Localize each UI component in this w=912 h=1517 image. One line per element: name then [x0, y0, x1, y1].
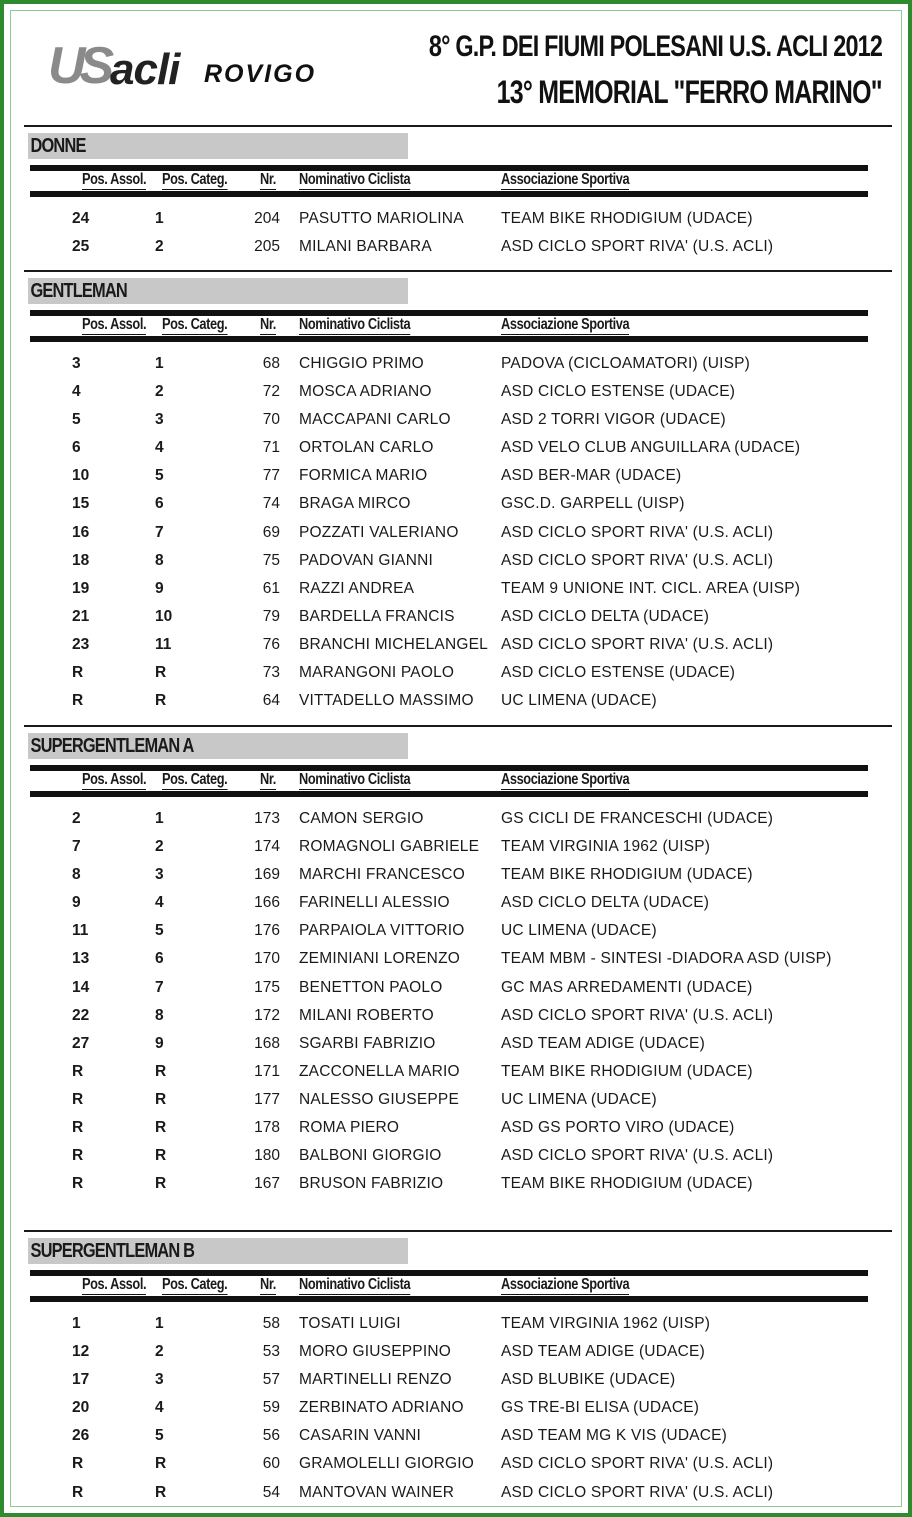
cell-association: GC MAS ARREDAMENTI (UDACE): [501, 978, 753, 996]
cell-nr: 73: [262, 664, 280, 682]
cell-association: ASD TEAM ADIGE (UDACE): [501, 1343, 705, 1361]
results-table: [0, 205, 912, 261]
col-header-pos-categ-text: Pos. Categ.: [162, 316, 228, 333]
col-header-pos-assol: [82, 169, 162, 191]
cell-rider-name: ORTOLAN CARLO: [299, 439, 434, 457]
cell-pos-assol: 21: [72, 607, 90, 625]
col-header-nominativo: [299, 769, 438, 791]
cell-association: ASD 2 TORRI VIGOR (UDACE): [501, 411, 726, 429]
col-header-pos-categ: [162, 1274, 244, 1296]
table-row: [0, 406, 912, 434]
table-row: [0, 575, 912, 603]
cell-pos-categ: 6: [155, 495, 164, 513]
cell-pos-assol: 2: [72, 810, 81, 827]
col-header-associazione: [501, 169, 661, 191]
col-header-pos-categ: [162, 169, 244, 191]
cell-pos-assol: 23: [72, 635, 90, 653]
results-table: [0, 805, 912, 1198]
cell-rider-name: VITTADELLO MASSIMO: [299, 692, 474, 710]
cell-association: ASD CICLO SPORT RIVA' (U.S. ACLI): [501, 551, 774, 569]
cell-pos-categ: 5: [155, 1427, 164, 1445]
table-row: [0, 1422, 912, 1450]
cell-association: ASD CICLO SPORT RIVA' (U.S. ACLI): [501, 238, 774, 256]
cell-pos-assol: 17: [72, 1371, 90, 1389]
event-subtitle: 13° MEMORIAL "FERRO MARINO": [496, 74, 882, 110]
category-title-text: GENTLEMAN: [30, 280, 127, 302]
col-header-pos-categ-text: Pos. Categ.: [162, 171, 228, 188]
cell-rider-name: RAZZI ANDREA: [299, 579, 415, 597]
cell-association: PADOVA (CICLOAMATORI) (UISP): [501, 355, 751, 372]
table-row: [0, 1002, 912, 1030]
table-row: [0, 1086, 912, 1114]
cell-nr: 168: [254, 1034, 280, 1052]
cell-pos-categ: R: [155, 1147, 167, 1165]
table-row: [0, 547, 912, 575]
table-row: [0, 1114, 912, 1142]
table-row: [0, 1310, 912, 1338]
cell-pos-categ: 6: [155, 950, 164, 968]
cell-rider-name: CASARIN VANNI: [299, 1427, 422, 1445]
cell-pos-categ: 7: [155, 523, 164, 541]
cell-nr: 176: [254, 922, 280, 940]
col-header-associazione: [501, 1274, 661, 1296]
cell-nr: 171: [254, 1062, 280, 1080]
cell-association: ASD TEAM ADIGE (UDACE): [501, 1034, 705, 1052]
cell-nr: 180: [254, 1147, 280, 1165]
cell-nr: 57: [262, 1371, 280, 1389]
cell-pos-assol: 25: [72, 238, 90, 256]
cell-pos-categ: 10: [155, 607, 173, 625]
results-table: [0, 350, 912, 715]
cell-nr: 172: [254, 1006, 280, 1024]
cell-association: ASD CICLO SPORT RIVA' (U.S. ACLI): [501, 1483, 774, 1501]
cell-nr: 166: [254, 894, 280, 912]
cell-pos-assol: 8: [72, 866, 81, 884]
cell-rider-name: ZERBINATO ADRIANO: [299, 1399, 464, 1417]
cell-rider-name: ROMA PIERO: [299, 1119, 400, 1137]
col-header-nr: [260, 769, 280, 791]
cell-pos-categ: 1: [155, 810, 164, 827]
cell-pos-assol: R: [72, 1147, 84, 1165]
col-header-associazione-text: Associazione Sportiva: [501, 1276, 630, 1293]
cell-pos-assol: 20: [72, 1399, 90, 1417]
cell-association: UC LIMENA (UDACE): [501, 922, 657, 940]
col-header-nr-text: Nr.: [260, 1276, 276, 1293]
cell-pos-categ: R: [155, 1483, 167, 1501]
cell-rider-name: MARCHI FRANCESCO: [299, 866, 465, 884]
cell-association: TEAM VIRGINIA 1962 (UISP): [501, 838, 711, 856]
col-header-nominativo: [299, 169, 438, 191]
table-row: [0, 1366, 912, 1394]
cell-pos-categ: 9: [155, 579, 164, 597]
cell-association: GSC.D. GARPELL (UISP): [501, 495, 685, 513]
col-header-associazione-text: Associazione Sportiva: [501, 316, 630, 333]
cell-pos-categ: 3: [155, 1371, 164, 1389]
col-header-nominativo-text: Nominativo Ciclista: [299, 771, 411, 788]
logo-us-text: US: [48, 37, 109, 95]
cell-association: ASD CICLO SPORT RIVA' (U.S. ACLI): [501, 635, 774, 653]
category-title-text: SUPERGENTLEMAN A: [30, 735, 194, 757]
col-header-nominativo-text: Nominativo Ciclista: [299, 1276, 411, 1293]
section-divider: [24, 125, 892, 127]
category-title: [28, 278, 408, 304]
cell-nr: 169: [254, 866, 280, 884]
table-row: [0, 1058, 912, 1086]
cell-pos-categ: R: [155, 1090, 167, 1108]
cell-nr: 175: [254, 978, 280, 996]
category-title: [28, 733, 408, 759]
cell-association: TEAM BIKE RHODIGIUM (UDACE): [501, 1175, 753, 1193]
cell-rider-name: ZACCONELLA MARIO: [299, 1062, 460, 1080]
header-rule-bottom: [30, 336, 868, 342]
cell-rider-name: CHIGGIO PRIMO: [299, 355, 424, 372]
cell-pos-assol: R: [72, 1062, 84, 1080]
table-row: [0, 1479, 912, 1507]
cell-rider-name: ROMAGNOLI GABRIELE: [299, 838, 480, 856]
cell-pos-assol: 11: [72, 922, 89, 940]
table-row: [0, 378, 912, 406]
cell-pos-categ: 2: [155, 383, 164, 401]
cell-nr: 72: [262, 383, 280, 401]
cell-association: ASD CICLO DELTA (UDACE): [501, 894, 710, 912]
cell-association: TEAM BIKE RHODIGIUM (UDACE): [501, 210, 753, 227]
table-row: [0, 917, 912, 945]
cell-pos-assol: R: [72, 664, 84, 682]
table-row: [0, 974, 912, 1002]
cell-pos-assol: R: [72, 692, 84, 710]
col-header-associazione: [501, 769, 661, 791]
section-divider: [24, 725, 892, 727]
cell-rider-name: MORO GIUSEPPINO: [299, 1343, 451, 1361]
cell-association: ASD CICLO SPORT RIVA' (U.S. ACLI): [501, 523, 774, 541]
cell-nr: 60: [262, 1455, 280, 1473]
cell-rider-name: BALBONI GIORGIO: [299, 1147, 442, 1165]
col-header-nr: [260, 314, 280, 336]
cell-nr: 58: [262, 1315, 280, 1332]
table-row: [0, 350, 912, 378]
section-divider: [24, 270, 892, 272]
col-header-nominativo-text: Nominativo Ciclista: [299, 171, 411, 188]
cell-pos-assol: R: [72, 1483, 84, 1501]
col-header-pos-assol-text: Pos. Assol.: [82, 771, 147, 788]
cell-pos-categ: 4: [155, 894, 164, 912]
cell-nr: 177: [254, 1090, 280, 1108]
cell-pos-assol: 26: [72, 1427, 90, 1445]
cell-nr: 205: [254, 238, 280, 256]
cell-rider-name: PASUTTO MARIOLINA: [299, 210, 464, 227]
table-row: [0, 945, 912, 973]
category-title-text: SUPERGENTLEMAN B: [30, 1240, 195, 1262]
cell-nr: 178: [254, 1119, 280, 1137]
cell-association: ASD CICLO SPORT RIVA' (U.S. ACLI): [501, 1006, 774, 1024]
cell-pos-assol: 6: [72, 439, 81, 457]
col-header-pos-categ-text: Pos. Categ.: [162, 1276, 228, 1293]
table-row: [0, 1142, 912, 1170]
cell-pos-categ: 1: [155, 355, 164, 372]
cell-nr: 71: [262, 439, 280, 457]
cell-nr: 77: [262, 467, 280, 485]
table-row: [0, 659, 912, 687]
col-header-pos-categ-text: Pos. Categ.: [162, 771, 228, 788]
cell-nr: 69: [262, 523, 280, 541]
col-header-pos-categ: [162, 769, 244, 791]
cell-pos-categ: 2: [155, 1343, 164, 1361]
col-header-nr: [260, 1274, 280, 1296]
cell-pos-assol: 5: [72, 411, 81, 429]
cell-rider-name: PADOVAN GIANNI: [299, 551, 433, 569]
cell-rider-name: BRAGA MIRCO: [299, 495, 411, 513]
cell-nr: 56: [262, 1427, 280, 1445]
cell-association: TEAM VIRGINIA 1962 (UISP): [501, 1315, 711, 1332]
cell-rider-name: PARPAIOLA VITTORIO: [299, 922, 465, 940]
cell-rider-name: SGARBI FABRIZIO: [299, 1034, 436, 1052]
cell-rider-name: BARDELLA FRANCIS: [299, 607, 455, 625]
cell-pos-categ: 3: [155, 866, 164, 884]
cell-pos-assol: 7: [72, 838, 81, 856]
cell-pos-assol: 1: [72, 1315, 81, 1332]
cell-pos-categ: 2: [155, 238, 164, 256]
table-row: [0, 1450, 912, 1478]
col-header-pos-assol-text: Pos. Assol.: [82, 1276, 147, 1293]
cell-pos-categ: 4: [155, 1399, 164, 1417]
cell-rider-name: MOSCA ADRIANO: [299, 383, 432, 401]
cell-pos-categ: 8: [155, 1006, 164, 1024]
cell-pos-assol: 14: [72, 978, 90, 996]
table-row: [0, 462, 912, 490]
col-header-nr-text: Nr.: [260, 771, 276, 788]
section-divider: [24, 1230, 892, 1232]
table-row: [0, 205, 912, 233]
category-title-text: DONNE: [30, 135, 86, 157]
cell-association: ASD CICLO ESTENSE (UDACE): [501, 383, 736, 401]
results-table: [0, 1310, 912, 1507]
cell-rider-name: FARINELLI ALESSIO: [299, 894, 450, 912]
cell-association: UC LIMENA (UDACE): [501, 1090, 657, 1108]
cell-nr: 54: [262, 1483, 280, 1501]
cell-nr: 59: [262, 1399, 280, 1417]
table-row: [0, 1030, 912, 1058]
cell-nr: 75: [262, 551, 280, 569]
cell-pos-categ: 5: [155, 922, 164, 940]
col-header-nr: [260, 169, 280, 191]
cell-nr: 76: [262, 635, 280, 653]
cell-association: GS TRE-BI ELISA (UDACE): [501, 1399, 700, 1417]
cell-association: ASD CICLO ESTENSE (UDACE): [501, 664, 736, 682]
cell-pos-assol: 13: [72, 950, 90, 968]
cell-pos-assol: 12: [72, 1343, 90, 1361]
cell-pos-categ: R: [155, 692, 167, 710]
table-row: [0, 631, 912, 659]
cell-association: ASD VELO CLUB ANGUILLARA (UDACE): [501, 439, 801, 457]
cell-rider-name: BENETTON PAOLO: [299, 978, 443, 996]
cell-nr: 70: [262, 411, 280, 429]
col-header-associazione-text: Associazione Sportiva: [501, 771, 630, 788]
cell-association: TEAM BIKE RHODIGIUM (UDACE): [501, 1062, 753, 1080]
cell-association: ASD BLUBIKE (UDACE): [501, 1371, 676, 1389]
cell-pos-categ: 9: [155, 1034, 164, 1052]
table-row: [0, 1338, 912, 1366]
cell-nr: 167: [254, 1175, 280, 1193]
col-header-pos-categ: [162, 314, 244, 336]
cell-rider-name: POZZATI VALERIANO: [299, 523, 459, 541]
table-row: [0, 687, 912, 715]
cell-rider-name: BRANCHI MICHELANGEL: [299, 635, 488, 653]
cell-pos-assol: 27: [72, 1034, 90, 1052]
cell-rider-name: TOSATI LUIGI: [299, 1315, 401, 1332]
cell-rider-name: CAMON SERGIO: [299, 810, 424, 827]
cell-rider-name: MARANGONI PAOLO: [299, 664, 455, 682]
cell-rider-name: GRAMOLELLI GIORGIO: [299, 1455, 475, 1473]
cell-nr: 68: [262, 355, 280, 372]
cell-rider-name: FORMICA MARIO: [299, 467, 428, 485]
col-header-nominativo: [299, 1274, 438, 1296]
cell-nr: 53: [262, 1343, 280, 1361]
cell-pos-assol: R: [72, 1090, 84, 1108]
header-rule-bottom: [30, 1296, 868, 1302]
cell-pos-assol: 3: [72, 355, 81, 372]
cell-pos-categ: R: [155, 1455, 167, 1473]
col-header-associazione-text: Associazione Sportiva: [501, 171, 630, 188]
cell-rider-name: MARTINELLI RENZO: [299, 1371, 452, 1389]
cell-association: ASD TEAM MG K VIS (UDACE): [501, 1427, 728, 1445]
cell-association: UC LIMENA (UDACE): [501, 692, 657, 710]
cell-rider-name: MILANI ROBERTO: [299, 1006, 434, 1024]
cell-nr: 173: [254, 810, 280, 827]
cell-nr: 61: [262, 579, 280, 597]
cell-pos-categ: 5: [155, 467, 164, 485]
cell-pos-categ: 1: [155, 210, 164, 227]
cell-pos-assol: R: [72, 1455, 84, 1473]
col-header-pos-assol-text: Pos. Assol.: [82, 316, 147, 333]
cell-pos-assol: 9: [72, 894, 81, 912]
category-title: [28, 133, 408, 159]
table-row: [0, 833, 912, 861]
cell-rider-name: ZEMINIANI LORENZO: [299, 950, 460, 968]
cell-pos-categ: R: [155, 1175, 167, 1193]
col-header-associazione: [501, 314, 661, 336]
table-row: [0, 603, 912, 631]
cell-nr: 74: [262, 495, 280, 513]
table-row: [0, 233, 912, 261]
cell-association: ASD CICLO SPORT RIVA' (U.S. ACLI): [501, 1147, 774, 1165]
cell-rider-name: NALESSO GIUSEPPE: [299, 1090, 459, 1108]
cell-pos-categ: R: [155, 664, 167, 682]
cell-pos-categ: 11: [155, 635, 172, 653]
cell-pos-assol: R: [72, 1119, 84, 1137]
cell-rider-name: MACCAPANI CARLO: [299, 411, 451, 429]
cell-pos-categ: 4: [155, 439, 164, 457]
cell-association: ASD CICLO DELTA (UDACE): [501, 607, 710, 625]
cell-nr: 64: [262, 692, 280, 710]
cell-pos-assol: 22: [72, 1006, 90, 1024]
header-rule-bottom: [30, 791, 868, 797]
col-header-nominativo-text: Nominativo Ciclista: [299, 316, 411, 333]
cell-nr: 174: [254, 838, 280, 856]
cell-pos-assol: 16: [72, 523, 90, 541]
cell-pos-categ: 7: [155, 978, 164, 996]
cell-association: TEAM 9 UNIONE INT. CICL. AREA (UISP): [501, 579, 801, 597]
table-row: [0, 490, 912, 518]
event-title: 8° G.P. DEI FIUMI POLESANI U.S. ACLI 2012: [428, 30, 882, 63]
cell-pos-categ: 1: [155, 1315, 164, 1332]
cell-association: ASD BER-MAR (UDACE): [501, 467, 682, 485]
cell-pos-assol: 4: [72, 383, 81, 401]
col-header-nr-text: Nr.: [260, 171, 276, 188]
col-header-pos-assol: [82, 769, 162, 791]
cell-nr: 79: [262, 607, 280, 625]
col-header-pos-assol: [82, 314, 162, 336]
table-row: [0, 805, 912, 833]
cell-rider-name: MILANI BARBARA: [299, 238, 432, 256]
cell-nr: 170: [254, 950, 280, 968]
table-row: [0, 861, 912, 889]
cell-pos-categ: R: [155, 1119, 167, 1137]
cell-pos-assol: 18: [72, 551, 90, 569]
cell-rider-name: MANTOVAN WAINER: [299, 1483, 455, 1501]
cell-association: ASD GS PORTO VIRO (UDACE): [501, 1119, 735, 1137]
cell-pos-assol: R: [72, 1175, 84, 1193]
logo-acli-text: acli: [110, 45, 180, 94]
table-row: [0, 519, 912, 547]
cell-pos-categ: 2: [155, 838, 164, 856]
col-header-pos-assol-text: Pos. Assol.: [82, 171, 147, 188]
header-rule-bottom: [30, 191, 868, 197]
cell-pos-assol: 19: [72, 579, 90, 597]
col-header-pos-assol: [82, 1274, 162, 1296]
table-row: [0, 1170, 912, 1198]
cell-pos-categ: 3: [155, 411, 164, 429]
cell-pos-assol: 10: [72, 467, 90, 485]
cell-nr: 204: [254, 210, 280, 227]
cell-pos-categ: R: [155, 1062, 167, 1080]
city-label: ROVIGO: [204, 60, 317, 88]
cell-association: ASD CICLO SPORT RIVA' (U.S. ACLI): [501, 1455, 774, 1473]
cell-pos-assol: 24: [72, 210, 90, 227]
cell-association: TEAM BIKE RHODIGIUM (UDACE): [501, 866, 753, 884]
table-row: [0, 434, 912, 462]
col-header-nominativo: [299, 314, 438, 336]
cell-association: TEAM MBM - SINTESI -DIADORA ASD (UISP): [501, 950, 832, 968]
cell-pos-assol: 15: [72, 495, 90, 513]
table-row: [0, 1394, 912, 1422]
cell-association: GS CICLI DE FRANCESCHI (UDACE): [501, 810, 774, 827]
table-row: [0, 889, 912, 917]
col-header-nr-text: Nr.: [260, 316, 276, 333]
category-title: [28, 1238, 408, 1264]
cell-pos-categ: 8: [155, 551, 164, 569]
cell-rider-name: BRUSON FABRIZIO: [299, 1175, 444, 1193]
